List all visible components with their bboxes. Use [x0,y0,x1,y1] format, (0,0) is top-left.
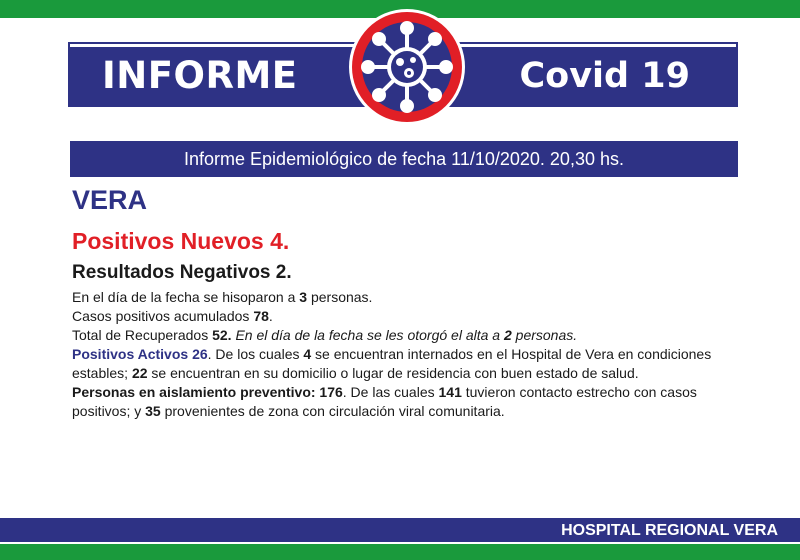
recovered-line: Total de Recuperados 52. En el día de la fecha se les otorgó el alta a 2 personas. [72,327,578,343]
negatives-heading: Resultados Negativos 2. [72,262,292,283]
banner-title-covid: Covid 19 [519,56,690,96]
active-cases-label: Positivos Activos 26 [72,346,208,362]
coronavirus-icon [348,8,466,126]
accumulated-line: Casos positivos acumulados 78. [72,308,273,324]
active-cases-paragraph: Positivos Activos 26. De los cuales 4 se encuentran internados en el Hospital de Vera en condiciones estables; 22 se encuentran en su domicilio o lugar de residencia con buen estado de salud. [72,346,712,381]
swabs-line: En el día de la fecha se hisoparon a 3 personas. [72,289,373,305]
bottom-green-bar [0,544,800,560]
report-body [72,288,744,421]
new-positives-heading: Positivos Nuevos 4. [72,228,290,254]
banner-title-informe: INFORME [102,54,298,97]
report-date-header: Informe Epidemiológico de fecha 11/10/2020. 20,30 hs. [70,141,738,177]
footer-hospital-name: HOSPITAL REGIONAL VERA [561,522,778,539]
place-title: VERA [72,185,148,215]
isolation-paragraph: Personas en aislamiento preventivo: 176. De las cuales 141 tuvieron contacto estrecho con casos positivos; y 35 provenientes de zona con circulación viral comunitaria. [72,384,697,419]
isolation-label: Personas en aislamiento preventivo: 176 [72,384,343,400]
